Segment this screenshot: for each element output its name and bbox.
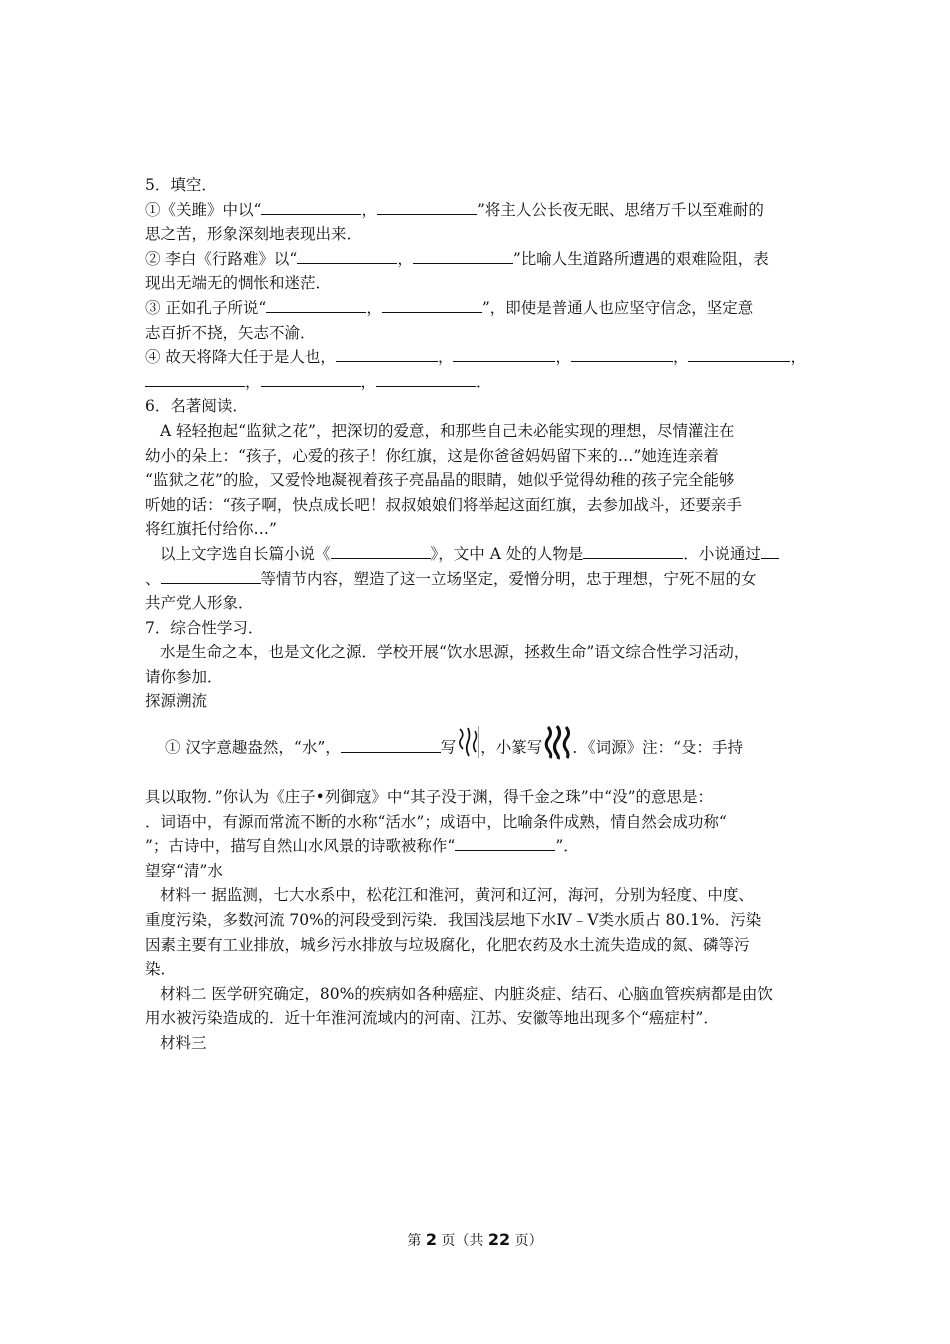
q5-line-1 <box>145 198 810 223</box>
text: ”． <box>555 837 579 856</box>
q5-line-7 <box>145 345 810 370</box>
text: 页） <box>510 1233 543 1249</box>
q5-line-5 <box>145 296 810 321</box>
text: ， <box>397 249 413 268</box>
q7-line-3 <box>145 834 810 859</box>
q6-question-1 <box>145 542 810 567</box>
q6-heading: 6．名著阅读． <box>145 397 248 416</box>
answer-blank[interactable] <box>453 347 555 362</box>
page-number: 2 <box>425 1230 437 1249</box>
q7-section-heading-2: 望穿“清”水 <box>145 861 223 880</box>
text: ④ 故天将降大任于是人也， <box>145 348 336 367</box>
seal-script-water-icon <box>542 724 572 773</box>
text: ， <box>437 348 454 367</box>
answer-blank[interactable] <box>161 569 261 584</box>
ancient-water-character-icon <box>456 725 480 772</box>
q5-line-4: 现出无端无的惆怅和迷茫． <box>145 274 332 293</box>
text: 》，文中 A 处的人物是 <box>430 544 584 563</box>
text: 第 <box>407 1233 426 1249</box>
answer-blank[interactable] <box>583 544 683 559</box>
answer-blank[interactable] <box>266 298 366 313</box>
text: ③ 正如孔子所说“ <box>145 298 267 317</box>
q6-question-2 <box>145 567 810 592</box>
answer-blank[interactable] <box>376 372 476 387</box>
q7-material-3: 材料三 <box>160 1034 207 1052</box>
q7-material-2-line-2: 用水被污染造成的．近十年淮河流域内的河南、江苏、安徽等地出现多个“癌症村”． <box>145 1009 719 1028</box>
q5-line-6: 志百折不挠，矢志不渝． <box>145 323 316 342</box>
text: ．《词源》注：“殳：手持 <box>572 738 743 757</box>
q6-passage-2: 幼小的朵上：“孩子，心爱的孩子！你红旗，这是你爸爸妈妈留下来的…”她连连亲着 <box>145 446 719 465</box>
text: ，小篆写 <box>480 738 543 757</box>
answer-blank[interactable] <box>261 372 361 387</box>
text: 以上文字选自长篇小说《 <box>160 544 331 563</box>
q7-heading: 7．综合性学习． <box>145 618 264 637</box>
q6-passage-1: A 轻轻抱起“监狱之花”，把深切的爱意，和那些自己未必能实现的理想，尽情灌注在 <box>160 421 735 440</box>
answer-blank[interactable] <box>413 249 513 264</box>
answer-blank[interactable] <box>145 372 245 387</box>
q6-passage-4: 听她的话：“孩子啊，快点成长吧！叔叔娘娘们将举起这面红旗，去参加战斗，还要亲手 <box>145 495 742 514</box>
q7-glyph-line <box>145 724 810 773</box>
text: ， <box>245 372 261 391</box>
text: 、 <box>145 569 161 588</box>
text: ”比喻人生道路所遭遇的艰难险阻，表 <box>512 249 769 268</box>
q7-intro-2: 请你参加． <box>145 667 223 686</box>
text: ．小说通过 <box>683 544 761 563</box>
q7-material-1-line-4: 染． <box>145 960 177 979</box>
answer-blank[interactable] <box>297 249 397 264</box>
q7-section-heading-1: 探源溯流 <box>145 692 208 711</box>
q5-line-8 <box>145 370 810 395</box>
q6-question-3: 共产党人形象． <box>145 594 254 613</box>
text: ”；古诗中，描写自然山水风景的诗歌被称作“ <box>145 837 456 856</box>
q5-line-3 <box>145 247 810 272</box>
q7-material-2-line-1: 材料二 医学研究确定，80%的疾病如各种癌症、内脏炎症、结石、心脑血管疾病都是由饮 <box>160 984 773 1003</box>
q5-line-2: 思之苦，形象深刻地表现出来． <box>145 225 363 244</box>
q7-intro-1: 水是生命之本，也是文化之源．学校开展“饮水思源，拯救生命”语文综合性学习活动， <box>160 643 750 662</box>
answer-blank[interactable] <box>261 200 361 215</box>
text: ① 汉字意趣盎然，“水”， <box>165 738 341 757</box>
text: ， <box>555 348 571 367</box>
answer-blank[interactable] <box>571 347 673 362</box>
answer-blank[interactable] <box>377 200 477 215</box>
q7-line-1: 具以取物．”你认为《庄子•列御寇》中“其子没于渊，得千金之珠”中“没”的意思是： <box>145 788 714 807</box>
answer-blank[interactable] <box>455 836 555 851</box>
text: ， <box>672 348 689 367</box>
answer-blank[interactable] <box>382 298 482 313</box>
text: 等情节内容，塑造了这一立场坚定，爱憎分明，忠于理想，宁死不屈的女 <box>260 569 757 588</box>
document-page <box>145 173 810 1056</box>
answer-blank[interactable] <box>331 544 431 559</box>
text: ①《关雎》中以“ <box>145 200 262 219</box>
text: ， <box>361 200 377 219</box>
answer-blank[interactable] <box>761 544 779 559</box>
q7-line-2: ．词语中，有源而常流不断的水称“活水”；成语中，比喻条件成熟，情自然会成功称“ <box>145 812 727 831</box>
q6-passage-3: “监狱之花”的脸，又爱怜地凝视着孩子亮晶晶的眼睛，她似乎觉得幼稚的孩子完全能够 <box>145 471 735 490</box>
q6-passage-5: 将红旗托付给你…” <box>145 520 277 539</box>
page-footer <box>0 1230 950 1250</box>
q5-heading: 5．填空． <box>145 176 217 194</box>
q7-material-1-line-3: 因素主要有工业排放，城乡污水排放与垃圾腐化，化肥农药及水土流失造成的氮、磷等污 <box>145 935 750 954</box>
answer-blank[interactable] <box>336 347 438 362</box>
text: ， <box>366 298 382 317</box>
text: ， <box>360 372 377 391</box>
text: ② 李白《行路难》以“ <box>145 249 298 268</box>
answer-blank[interactable] <box>688 347 790 362</box>
text: ， <box>790 348 806 367</box>
q7-material-1-line-1: 材料一 据监测，七大水系中，松花江和淮河，黄河和辽河，海河，分别为轻度、中度、 <box>160 886 754 905</box>
answer-blank[interactable] <box>341 738 441 753</box>
text: 写 <box>440 738 457 757</box>
text: 页（共 <box>436 1233 488 1249</box>
total-pages: 22 <box>487 1230 511 1249</box>
text: ”将主人公长夜无眠、思绪万千以至难耐的 <box>476 200 764 219</box>
text: ”，即使是普通人也应坚守信念，坚定意 <box>481 298 754 317</box>
q7-material-1-line-2: 重度污染，多数河流 70%的河段受到污染．我国浅层地下水Ⅳ﹣Ⅴ类水质占 80.1%．污染 <box>145 911 762 930</box>
text: ． <box>476 372 492 391</box>
